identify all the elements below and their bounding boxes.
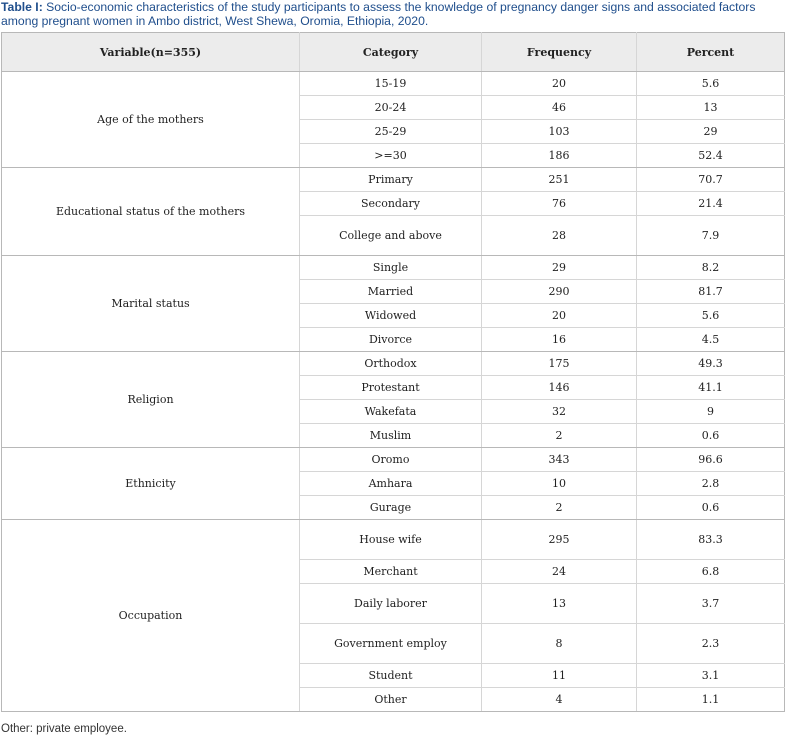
- table-footnote: Other: private employee.: [1, 723, 127, 735]
- percent-cell: 49.3: [637, 352, 785, 376]
- percent-cell: 21.4: [637, 192, 785, 216]
- frequency-cell: 8: [482, 624, 637, 664]
- table-row: [2, 256, 785, 280]
- category-cell: Single: [300, 256, 482, 280]
- category-cell: Gurage: [300, 496, 482, 520]
- category-cell: Oromo: [300, 448, 482, 472]
- percent-cell: 41.1: [637, 376, 785, 400]
- frequency-cell: 2: [482, 496, 637, 520]
- percent-cell: 4.5: [637, 328, 785, 352]
- percent-cell: 6.8: [637, 560, 785, 584]
- percent-cell: 5.6: [637, 304, 785, 328]
- variable-cell: Age of the mothers: [2, 72, 300, 168]
- table-row: [2, 520, 785, 560]
- percent-cell: 0.6: [637, 496, 785, 520]
- table-row: [2, 448, 785, 472]
- header-frequency: Frequency: [482, 33, 637, 72]
- frequency-cell: 4: [482, 688, 637, 712]
- category-cell: Other: [300, 688, 482, 712]
- table-caption-text: Socio-economic characteristics of the study participants to assess the knowledge of pregnancy danger signs and associated factors among pregnant women in Ambo district, West Shewa, Oromia, Ethiopia, 2020.: [1, 0, 756, 28]
- percent-cell: 81.7: [637, 280, 785, 304]
- category-cell: Daily laborer: [300, 584, 482, 624]
- frequency-cell: 2: [482, 424, 637, 448]
- frequency-cell: 175: [482, 352, 637, 376]
- category-cell: 15-19: [300, 72, 482, 96]
- header-variable: Variable(n=355): [2, 33, 300, 72]
- frequency-cell: 13: [482, 584, 637, 624]
- table-row: [2, 352, 785, 376]
- frequency-cell: 186: [482, 144, 637, 168]
- header-percent: Percent: [637, 33, 785, 72]
- percent-cell: 7.9: [637, 216, 785, 256]
- frequency-cell: 20: [482, 72, 637, 96]
- frequency-cell: 103: [482, 120, 637, 144]
- category-cell: Married: [300, 280, 482, 304]
- percent-cell: 8.2: [637, 256, 785, 280]
- category-cell: Protestant: [300, 376, 482, 400]
- percent-cell: 3.1: [637, 664, 785, 688]
- percent-cell: 13: [637, 96, 785, 120]
- header-category: Category: [300, 33, 482, 72]
- frequency-cell: 290: [482, 280, 637, 304]
- table-caption: [1, 0, 785, 28]
- percent-cell: 1.1: [637, 688, 785, 712]
- category-cell: Amhara: [300, 472, 482, 496]
- frequency-cell: 46: [482, 96, 637, 120]
- category-cell: Wakefata: [300, 400, 482, 424]
- category-cell: College and above: [300, 216, 482, 256]
- percent-cell: 96.6: [637, 448, 785, 472]
- frequency-cell: 343: [482, 448, 637, 472]
- variable-cell: Occupation: [2, 520, 300, 712]
- variable-cell: Educational status of the mothers: [2, 168, 300, 256]
- percent-cell: 52.4: [637, 144, 785, 168]
- category-cell: Secondary: [300, 192, 482, 216]
- percent-cell: 5.6: [637, 72, 785, 96]
- frequency-cell: 11: [482, 664, 637, 688]
- category-cell: >=30: [300, 144, 482, 168]
- category-cell: Divorce: [300, 328, 482, 352]
- percent-cell: 2.3: [637, 624, 785, 664]
- frequency-cell: 28: [482, 216, 637, 256]
- category-cell: Government employ: [300, 624, 482, 664]
- variable-cell: Ethnicity: [2, 448, 300, 520]
- category-cell: Primary: [300, 168, 482, 192]
- frequency-cell: 24: [482, 560, 637, 584]
- table-row: [2, 168, 785, 192]
- frequency-cell: 76: [482, 192, 637, 216]
- category-cell: Muslim: [300, 424, 482, 448]
- frequency-cell: 16: [482, 328, 637, 352]
- frequency-cell: 29: [482, 256, 637, 280]
- percent-cell: 29: [637, 120, 785, 144]
- frequency-cell: 146: [482, 376, 637, 400]
- variable-cell: Religion: [2, 352, 300, 448]
- percent-cell: 83.3: [637, 520, 785, 560]
- category-cell: Student: [300, 664, 482, 688]
- percent-cell: 0.6: [637, 424, 785, 448]
- category-cell: House wife: [300, 520, 482, 560]
- category-cell: Orthodox: [300, 352, 482, 376]
- frequency-cell: 295: [482, 520, 637, 560]
- category-cell: 25-29: [300, 120, 482, 144]
- percent-cell: 3.7: [637, 584, 785, 624]
- table-row: [2, 72, 785, 96]
- table-caption-label: Table I:: [1, 0, 43, 14]
- percent-cell: 9: [637, 400, 785, 424]
- table-header-row: [2, 33, 785, 72]
- percent-cell: 70.7: [637, 168, 785, 192]
- frequency-cell: 10: [482, 472, 637, 496]
- frequency-cell: 251: [482, 168, 637, 192]
- frequency-cell: 20: [482, 304, 637, 328]
- category-cell: Merchant: [300, 560, 482, 584]
- frequency-cell: 32: [482, 400, 637, 424]
- variable-cell: Marital status: [2, 256, 300, 352]
- category-cell: 20-24: [300, 96, 482, 120]
- percent-cell: 2.8: [637, 472, 785, 496]
- category-cell: Widowed: [300, 304, 482, 328]
- characteristics-table: [1, 32, 785, 712]
